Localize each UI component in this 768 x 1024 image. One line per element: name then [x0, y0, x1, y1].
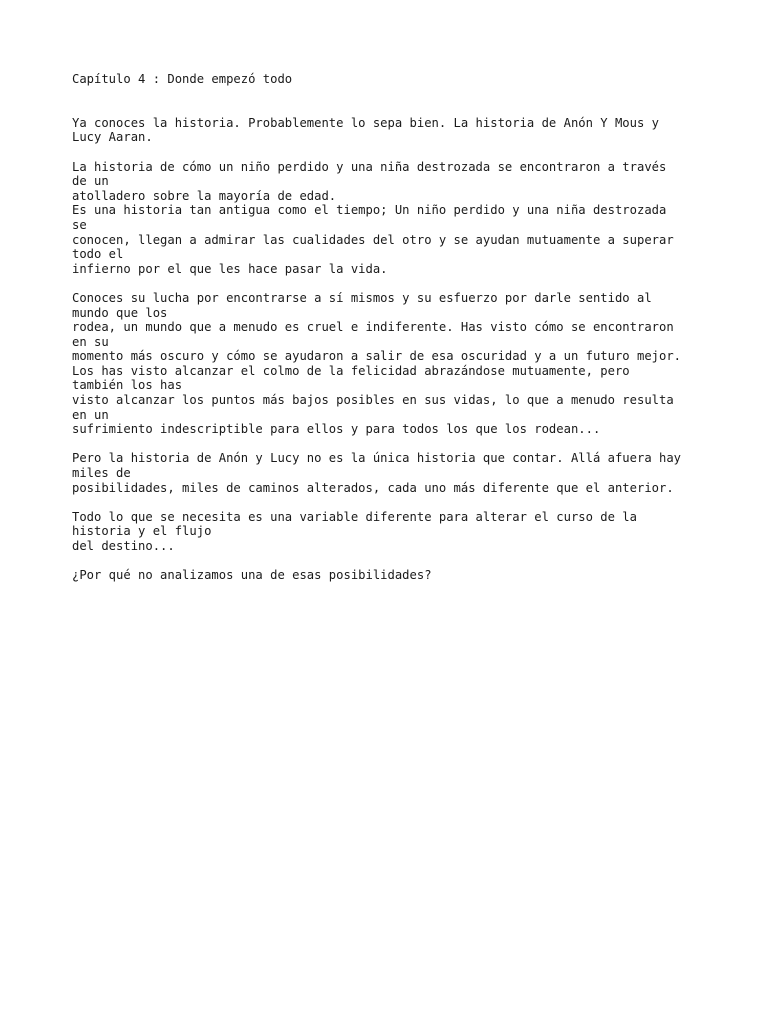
paragraph-1	[72, 116, 712, 145]
text-line: mundo que los	[72, 305, 168, 320]
paragraph-4	[72, 451, 712, 495]
text-line: sufrimiento indescriptible para ellos y para todos los que los rodean...	[72, 422, 601, 437]
text-line: Pero la historia de Anón y Lucy no es la única historia que contar. Allá afuera hay	[72, 451, 682, 466]
text-line: posibilidades, miles de caminos alterados, cada uno más diferente que el anterior.	[72, 480, 674, 495]
text-line: historia y el flujo	[72, 524, 212, 539]
spacer	[72, 276, 712, 291]
spacer	[72, 87, 712, 116]
text-line: Conoces su lucha por encontrarse a sí mismos y su esfuerzo por darle sentido al	[72, 290, 652, 305]
paragraph-5	[72, 510, 712, 554]
text-line: en un	[72, 407, 109, 422]
text-line: también los has	[72, 378, 183, 393]
text-line: La historia de cómo un niño perdido y una niña destrozada se encontraron a través	[72, 159, 667, 174]
text-line: Todo lo que se necesita es una variable diferente para alterar el curso de la	[72, 509, 637, 524]
paragraph-2	[72, 160, 712, 277]
text-line: de un	[72, 174, 109, 189]
text-line: Ya conoces la historia. Probablemente lo sepa bien. La historia de Anón Y Mous y	[72, 115, 659, 130]
text-line: infierno por el que les hace pasar la vida.	[72, 261, 388, 276]
text-line: momento más oscuro y cómo se ayudaron a salir de esa oscuridad y a un futuro mejor.	[72, 349, 682, 364]
text-line: en su	[72, 334, 109, 349]
text-line: rodea, un mundo que a menudo es cruel e indiferente. Has visto cómo se encontraron	[72, 320, 674, 335]
text-line: Es una historia tan antigua como el tiempo; Un niño perdido y una niña destrozada	[72, 203, 667, 218]
text-line: Los has visto alcanzar el colmo de la felicidad abrazándose mutuamente, pero	[72, 363, 630, 378]
text-line: conocen, llegan a admirar las cualidades del otro y se ayudan mutuamente a superar	[72, 232, 674, 247]
text-line: todo el	[72, 247, 124, 262]
chapter-title: Capítulo 4 : Donde empezó todo	[72, 72, 293, 86]
text-line: se	[72, 217, 87, 232]
text-line: Lucy Aaran.	[72, 130, 153, 145]
paragraph-6	[72, 568, 712, 583]
spacer	[72, 554, 712, 569]
paragraph-3	[72, 291, 712, 437]
text-line: ¿Por qué no analizamos una de esas posibilidades?	[72, 568, 432, 583]
spacer	[72, 437, 712, 452]
spacer	[72, 495, 712, 510]
text-line: atolladero sobre la mayoría de edad.	[72, 188, 337, 203]
text-line: del destino...	[72, 539, 175, 553]
spacer	[72, 145, 712, 160]
text-line: miles de	[72, 466, 131, 481]
document-page	[72, 72, 712, 583]
text-line: visto alcanzar los puntos más bajos posibles en sus vidas, lo que a menudo resulta	[72, 393, 674, 408]
